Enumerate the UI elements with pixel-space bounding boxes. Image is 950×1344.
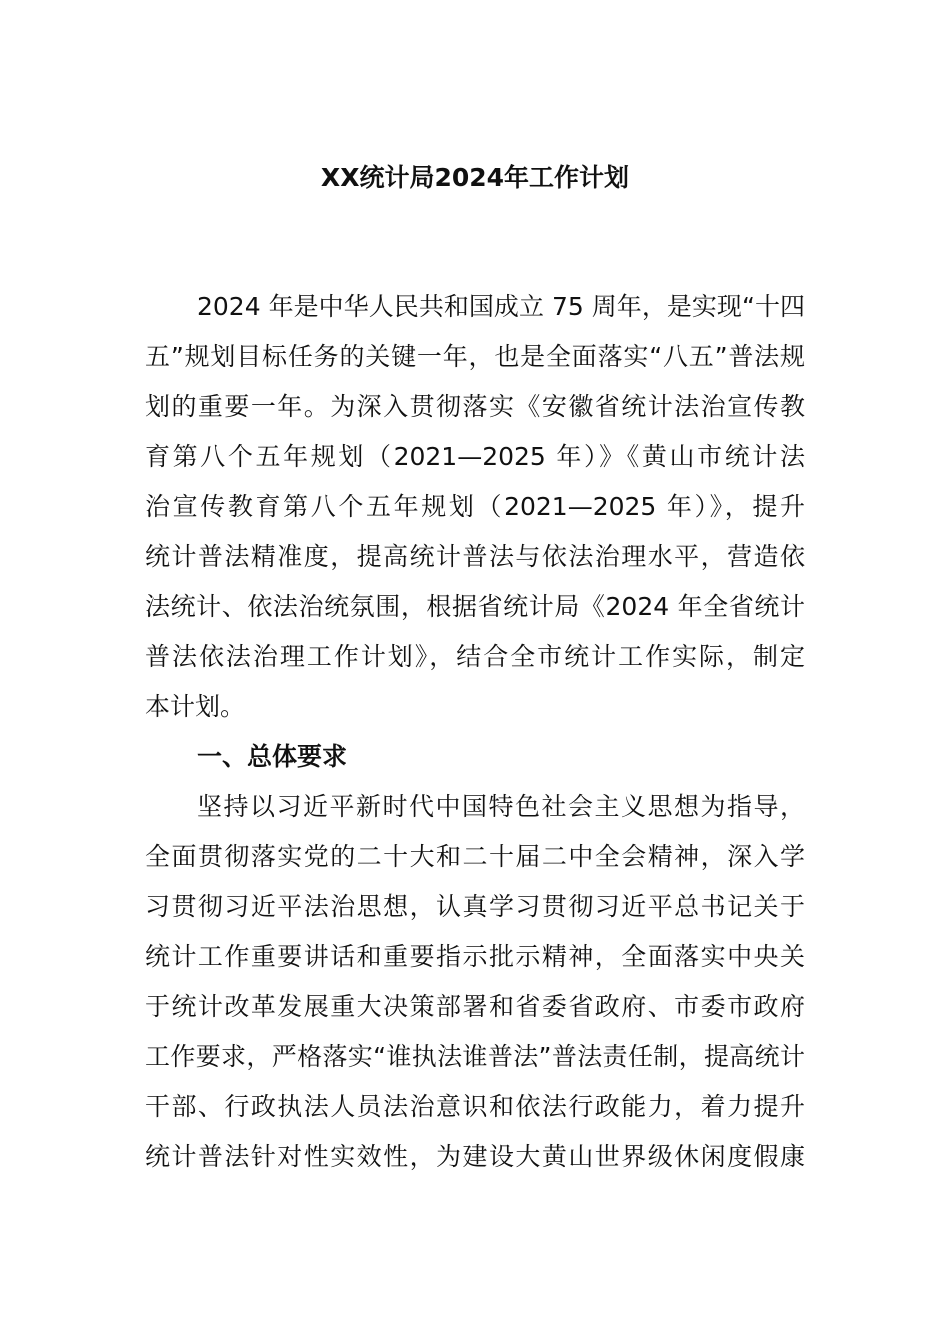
paragraph-line: 统计工作重要讲话和重要指示批示精神，全面落实中央关	[145, 942, 805, 971]
paragraph-line: 全面贯彻落实党的二十大和二十届二中全会精神，深入学	[145, 842, 805, 871]
paragraph-line: 本计划。	[145, 692, 246, 721]
paragraph-line: 普法依法治理工作计划》，结合全市统计工作实际，制定	[145, 642, 805, 671]
paragraph-line: 2024 年是中华人民共和国成立 75 周年，是实现“十四	[197, 292, 805, 321]
document-title: XX统计局2024年工作计划	[320, 163, 630, 192]
paragraph-line: 坚持以习近平新时代中国特色社会主义思想为指导，	[197, 792, 805, 821]
intro-paragraph	[145, 282, 805, 732]
section-heading: 一、总体要求	[197, 742, 348, 771]
section1-paragraph	[145, 782, 805, 1182]
paragraph-line: 育第八个五年规划（2021—2025 年）》《黄山市统计法	[145, 442, 805, 471]
paragraph-line: 治宣传教育第八个五年规划（2021—2025 年）》，提升	[145, 492, 805, 521]
paragraph-line: 五”规划目标任务的关键一年，也是全面落实“八五”普法规	[145, 342, 805, 371]
paragraph-line: 干部、行政执法人员法治意识和依法行政能力，着力提升	[145, 1092, 805, 1121]
paragraph-line: 划的重要一年。为深入贯彻落实《安徽省统计法治宣传教	[145, 392, 805, 421]
paragraph-line: 工作要求，严格落实“谁执法谁普法”普法责任制，提高统计	[145, 1042, 805, 1071]
paragraph-line: 习贯彻习近平法治思想，认真学习贯彻习近平总书记关于	[145, 892, 805, 921]
document-body	[145, 282, 805, 1182]
paragraph-line: 法统计、依法治统氛围，根据省统计局《2024 年全省统计	[145, 592, 805, 621]
paragraph-line: 统计普法针对性实效性，为建设大黄山世界级休闲度假康	[145, 1142, 805, 1171]
paragraph-line: 统计普法精准度，提高统计普法与依法治理水平，营造依	[145, 542, 805, 571]
paragraph-line: 于统计改革发展重大决策部署和省委省政府、市委市政府	[145, 992, 805, 1021]
